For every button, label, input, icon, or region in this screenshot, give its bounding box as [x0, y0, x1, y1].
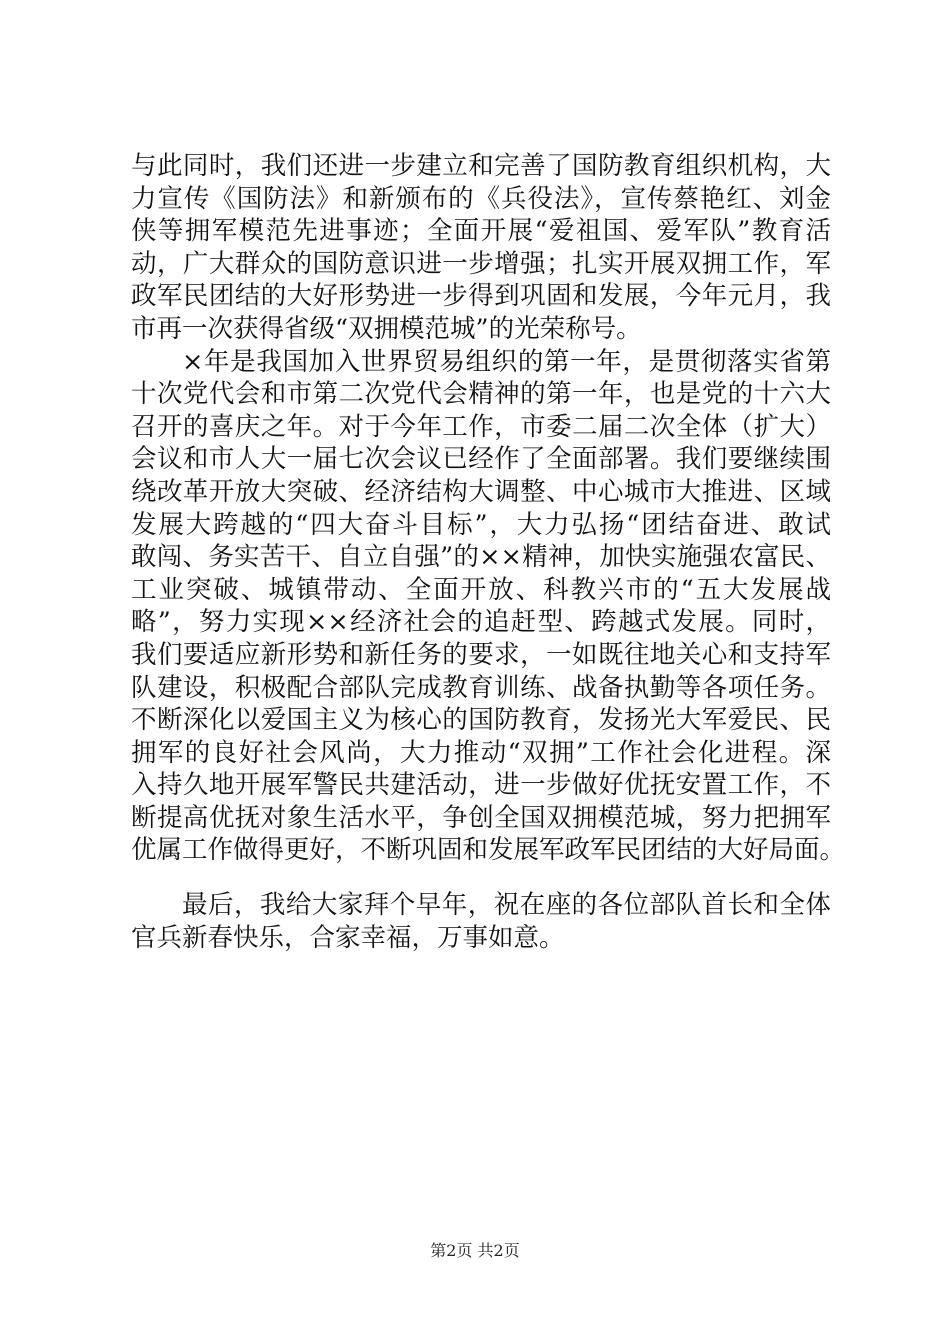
- text-line: 市再一次获得省级“双拥模范城”的光荣称号。: [131, 313, 642, 344]
- paragraph-1: [131, 150, 831, 346]
- page-footer: 第2页 共2页: [430, 1241, 520, 1260]
- text-line: 略”，努力实现××经济社会的追赶型、跨越式发展。同时，: [131, 607, 831, 638]
- text-line: 入持久地开展军警民共建活动，进一步做好优抚安置工作，不: [131, 770, 831, 801]
- text-line: 不断深化以爱国主义为核心的国防教育，发扬光大军爱民、民: [131, 705, 831, 736]
- text-line: 最后，我给大家拜个早年，祝在座的各位部队首长和全体: [182, 890, 831, 921]
- paragraph-3: [131, 889, 831, 954]
- text-line: ×年是我国加入世界贸易组织的第一年，是贯彻落实省第: [182, 346, 831, 377]
- text-line: 动，广大群众的国防意识进一步增强；扎实开展双拥工作，军: [131, 248, 831, 279]
- document-body: [131, 150, 846, 954]
- text-line: 绕改革开放大突破、经济结构大调整、中心城市大推进、区域: [131, 476, 831, 507]
- text-line: 我们要适应新形势和新任务的要求，一如既往地关心和支持军: [131, 639, 831, 670]
- paragraph-gap: [131, 867, 831, 889]
- text-line: 会议和市人大一届七次会议已经作了全面部署。我们要继续围: [131, 444, 831, 475]
- text-line: 拥军的良好社会风尚，大力推动“双拥”工作社会化进程。深: [131, 737, 831, 768]
- text-line: 优属工作做得更好，不断巩固和发展军政军民团结的大好局面。: [131, 835, 846, 866]
- text-line: 侠等拥军模范先进事迹；全面开展“爱祖国、爱军队”教育活: [131, 216, 831, 247]
- paragraph-2: [131, 346, 846, 868]
- text-line: 队建设，积极配合部队完成教育训练、战备执勤等各项任务。: [131, 672, 831, 703]
- text-line: 政军民团结的大好形势进一步得到巩固和发展，今年元月，我: [131, 281, 831, 312]
- text-line: 与此同时，我们还进一步建立和完善了国防教育组织机构，大: [131, 151, 831, 181]
- text-line: 官兵新春快乐，合家幸福，万事如意。: [131, 922, 565, 953]
- text-line: 发展大跨越的“四大奋斗目标”，大力弘扬“团结奋进、敢试: [131, 509, 831, 540]
- text-line: 力宣传《国防法》和新颁布的《兵役法》，宣传蔡艳红、刘金: [131, 183, 831, 214]
- text-line: 十次党代会和市第二次党代会精神的第一年，也是党的十六大: [131, 379, 831, 410]
- text-line: 召开的喜庆之年。对于今年工作，市委二届二次全体（扩大）: [131, 411, 831, 442]
- text-line: 断提高优抚对象生活水平，争创全国双拥模范城，努力把拥军: [131, 802, 831, 833]
- text-line: 工业突破、城镇带动、全面开放、科教兴市的“五大发展战: [131, 574, 831, 605]
- text-line: 敢闯、务实苦干、自立自强”的××精神，加快实施强农富民、: [131, 542, 831, 573]
